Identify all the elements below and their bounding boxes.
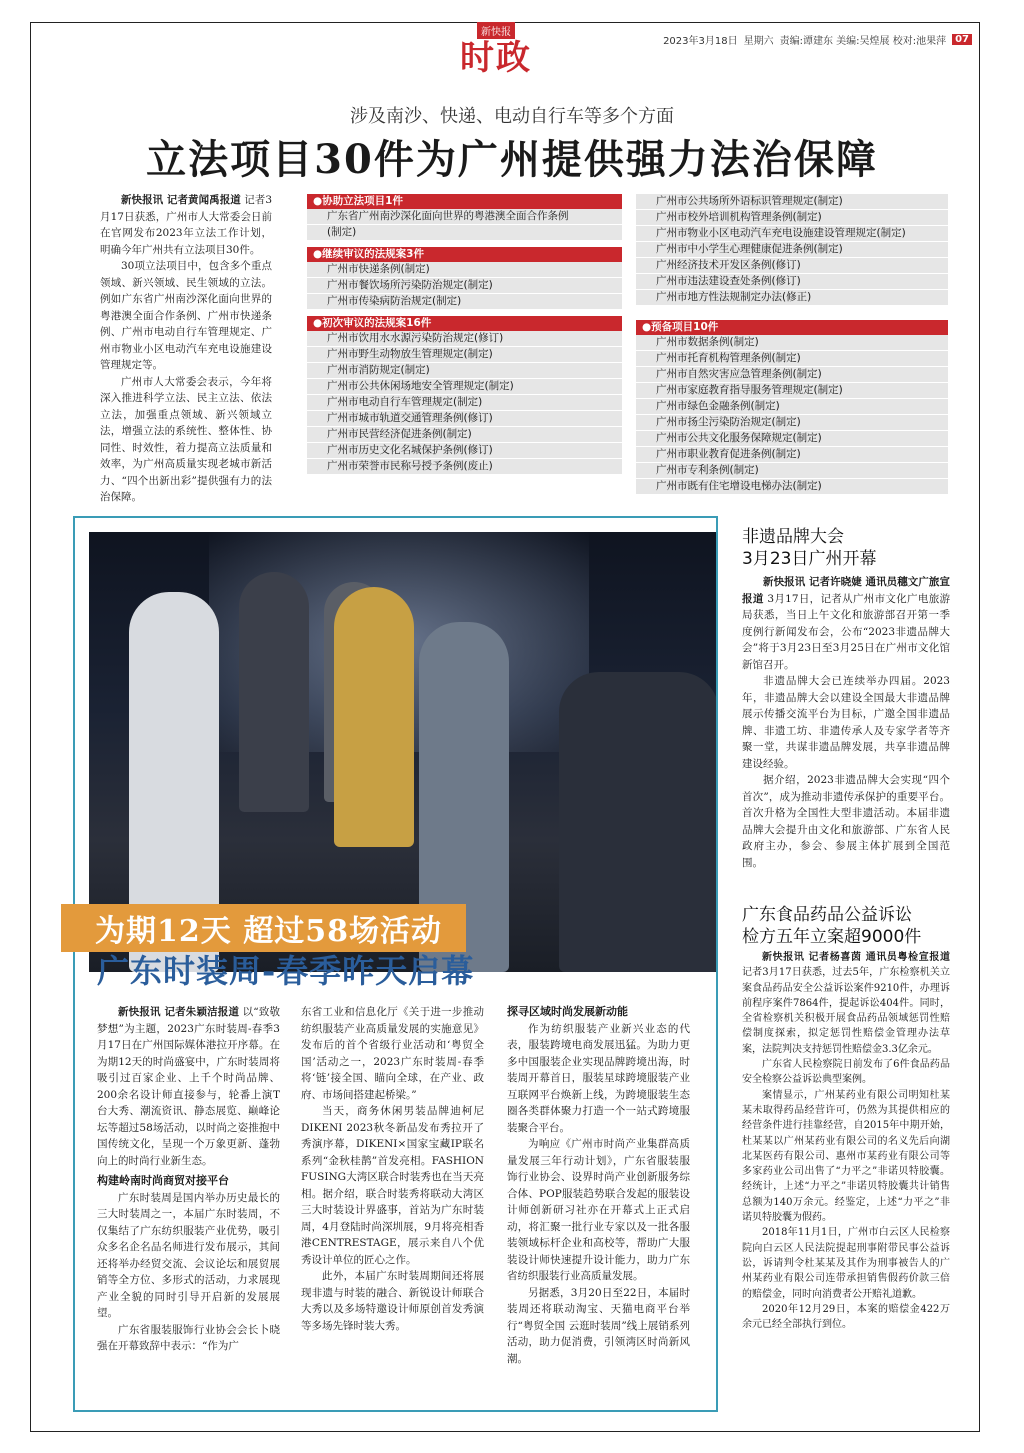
article-byline: 新快报讯 记者黄闻禹报道 <box>121 194 241 206</box>
article-paragraph: 非遗品牌大会已连续举办四届。2023年，非遗品牌大会以建设全国最大非遗品牌展示传播交流平台为目标，广邀全国非遗品牌、非遗工坊、非遗传承人及专家学者等齐聚一堂，共谋非遗品牌发展，共享非遗品牌建设经验。 <box>742 675 950 770</box>
list-item: 广州市野生动物放生管理规定(制定) <box>307 347 622 363</box>
section-subheading: 探寻区域时尚发展新动能 <box>507 1005 628 1018</box>
list-item: 广州市电动自行车管理规定(制定) <box>307 395 622 411</box>
issue-weekday: 星期六 <box>743 36 774 47</box>
title-line: 非遗品牌大会 <box>742 527 844 547</box>
legislation-list-left <box>307 194 622 475</box>
feature-banner: 为期12天 超过58场活动 <box>61 904 466 952</box>
list-category: ●预备项目10件 <box>636 320 948 335</box>
feature-title: 广东时装周-春季昨天启幕 <box>97 952 475 990</box>
list-item: 广州市职业教育促进条例(制定) <box>636 447 948 463</box>
feature-column-3 <box>507 1004 690 1367</box>
list-category: ●继续审议的法规案3件 <box>307 247 622 262</box>
list-category: ●初次审议的法规案16件 <box>307 316 622 331</box>
list-item: 广州市民营经济促进条例(制定) <box>307 427 622 443</box>
side-story-1-title <box>742 526 952 570</box>
section-subheading: 构建岭南时尚商贸对接平台 <box>97 1174 229 1187</box>
list-item: 广州市饮用水水源污染防治规定(修订) <box>307 331 622 347</box>
article-paragraph: 当天，商务休闲男装品牌迪柯尼DIKENI 2023秋冬新品发布秀拉开了秀演序幕，DIKENI×国家宝藏IP联名系列“金秋桂鹊”首发亮相。FASHION FUSING大湾区联合时装秀也在当天亮相。据介绍，联合时装秀将联动大湾区三大时装设计界盛事，首站为广东时装周，4月登陆时尚深圳展，9月将亮相香港CENTRESTAGE，展示来自八个优秀设计单位的匠心之作。 <box>301 1105 484 1266</box>
list-item: 广州市公共文化服务保障规定(制定) <box>636 431 948 447</box>
list-item: 广州市校外培训机构管理条例(制定) <box>636 210 948 226</box>
article-paragraph: 记者3月17日获悉，广州市人大常委会日前在官网发布2023年立法工作计划，明确今年广州共有立法项目30件。 <box>100 194 273 256</box>
article-byline: 新快报讯 记者朱颖洁报道 <box>118 1006 240 1018</box>
article-paragraph: 广东省服装服饰行业协会会长卜晓强在开幕致辞中表示：“作为广 <box>97 1323 280 1352</box>
list-item: 广州市物业小区电动汽车充电设施建设管理规定(制定) <box>636 226 948 242</box>
article-paragraph: 以“致敬梦想”为主题，2023广东时装周-春季3月17日在广州国际媒体港拉开序幕。在为期12天的时尚盛宴中，广东时装周将吸引过百家企业、上千个时尚品牌、200余名设计师直接参与，轮番上演T台大秀、潮流资讯、静态展览、巅峰论坛等超过58场活动，以时尚之姿推抱中国传统文化，呈现一个万象更新、蓬勃向上的时尚行业新生态。 <box>97 1006 281 1167</box>
list-item: 广州市快递条例(制定) <box>307 262 622 278</box>
legislation-list-right <box>636 194 948 495</box>
title-line: 检方五年立案超9000件 <box>742 927 922 947</box>
list-item: 广州市公共场所外语标识管理规定(制定) <box>636 194 948 210</box>
feature-column-2 <box>301 1004 484 1334</box>
list-item: 广州经济技术开发区条例(修订) <box>636 258 948 274</box>
article-paragraph: 作为纺织服装产业新兴业态的代表，服装跨境电商发展迅猛。为助力更多中国服装企业实现品牌跨境出海，时装周开幕首日，服装星球跨境服装产业互联网平台焕新上线，为跨境服装生态圈各类群体聚力打造一个一站式跨境服装聚合平台。 <box>507 1022 690 1134</box>
article-paragraph: 广东省人民检察院日前发布了6件食品药品安全检察公益诉讼典型案例。 <box>742 1059 950 1086</box>
model-figure <box>559 672 716 972</box>
list-item: 广州市公共休闲场地安全管理规定(制定) <box>307 379 622 395</box>
article-paragraph: 广州市人大常委会表示，今年将深入推进科学立法、民主立法、依法立法，加强重点领域、新兴领域立法，增强立法的系统性、整体性、协同性、时效性，着力提高立法质量和效率，为广州高质量实现老城市新活力、“四个出新出彩”提供强有力的法治保障。 <box>100 375 272 503</box>
list-item: 广州市数据条例(制定) <box>636 335 948 351</box>
article-paragraph: 此外，本届广东时装周期间还将展现非遗与时装的融合、新锐设计师联合大秀以及多场特邀设计师原创首发秀演等多场先锋时装大秀。 <box>301 1270 484 1332</box>
fashion-week-feature <box>73 516 718 1412</box>
page-number: 07 <box>952 34 972 45</box>
list-item: 广州市扬尘污染防治规定(制定) <box>636 415 948 431</box>
list-item: 广州市荣誉市民称号授予条例(废止) <box>307 459 622 475</box>
model-figure <box>334 587 414 847</box>
feature-column-1 <box>97 1004 280 1355</box>
list-item: 广州市中小学生心理健康促进条例(制定) <box>636 242 948 258</box>
side-story-1 <box>742 574 950 871</box>
list-item: 广州市违法建设查处条例(修订) <box>636 274 948 290</box>
list-item: 广东省广州南沙深化面向世界的粤港澳全面合作条例 <box>307 209 622 225</box>
article-paragraph: 广东时装周是国内举办历史最长的三大时装周之一，本届广东时装周，不仅集结了广东纺织服装产业优势，吸引众多名企名品名师进行发布展示，其间还将举办经贸交流、会议论坛和展贸展销等全方位、多形式的活动，力求展现产业全貌的同时引导开启新的发展展望。 <box>97 1191 280 1319</box>
list-item: 广州市既有住宅增设电梯办法(制定) <box>636 479 948 495</box>
title-line: 广东食品药品公益诉讼 <box>742 905 912 925</box>
article-paragraph: 据介绍，2023非遗品牌大会实现“四个首次”，成为推动非遗传承保护的重要平台。首次升格为全国性大型非遗活动。本届非遗品牌大会提升由文化和旅游部、广东省人民政府主办，参会、参展主体扩展到全国范围。 <box>742 774 950 869</box>
section-title: 时政 <box>460 38 532 78</box>
article-paragraph: 记者3月17日获悉，过去5年，广东检察机关立案食品药品安全公益诉讼案件9210件，办理诉前程序案件7864件，提起诉讼404件。同时，全省检察机关积极开展食品药品领域惩罚性赔偿制度探索，拟定惩罚性赔偿金管理办法草案，法院判决支持惩罚性赔偿金3.3亿余元。 <box>742 967 950 1055</box>
article-paragraph: 3月17日，记者从广州市文化广电旅游局获悉，当日上午文化和旅游部召开第一季度例行新闻发布会，公布“2023非遗品牌大会”将于3月23日至3月25日在广州市文化馆新馆召开。 <box>742 592 951 671</box>
article-paragraph: 为响应《广州市时尚产业集群高质量发展三年行动计划》，广东省服装服饰行业协会、设界时尚产业创新服务综合体、POP服装趋势联合发起的服装设计师创新研习社亦在开幕式上正式启动，将汇聚一批行业专家以及一批各服装领域标杆企业和高校等，帮助广大服装设计师快速提升设计能力，助力广东省纺织服装行业高质量发展。 <box>507 1138 690 1282</box>
article-paragraph: 案情显示，广州某药业有限公司明知杜某某未取得药品经营许可，仍然为其提供相应的经营条件进行挂靠经营，自2015年中期开始，杜某某以广州某药业有限公司的名义先后向湖北某医药有限公司、惠州市某药业有限公司等多家药业公司出售了“力平之”非诺贝特胶囊。经统计，上述“力平之”非诺贝特胶囊共计销售总额为140万余元。经鉴定，上述“力平之”非诺贝特胶囊为假药。 <box>742 1089 950 1224</box>
article-paragraph: 2020年12月29日，本案的赔偿金422万余元已经全部执行到位。 <box>742 1303 950 1331</box>
editor-credits: 责编:谭建东 美编:吴煌展 校对:池果萍 <box>779 36 947 47</box>
list-item: 广州市历史文化名城保护条例(修订) <box>307 443 622 459</box>
article-paragraph: 30项立法项目中，包含多个重点领域、新兴领域、民生领域的立法。例如广东省广州南沙深化面向世界的粤港澳全面合作条例、广州市快递条例、广州市电动自行车管理规定、广州市物业小区电动汽车充电设施建设管理规定等。 <box>100 260 272 371</box>
list-item: 广州市专利条例(制定) <box>636 463 948 479</box>
issue-date: 2023年3月18日 <box>663 36 738 47</box>
article-byline: 新快报讯 记者许晓婕 通讯员穗文广旅宣报道 <box>742 576 950 605</box>
article-byline: 新快报讯 记者杨喜茵 通讯员粤检宣报道 <box>762 952 950 963</box>
main-headline: 立法项目30件为广州提供强力法治保障 <box>146 136 878 183</box>
list-item: 广州市家庭教育指导服务管理规定(制定) <box>636 383 948 399</box>
article-paragraph: 东省工业和信息化厅《关于进一步推动纺织服装产业高质量发展的实施意见》发布后的首个省级行业活动和‘粤贸全国’活动之一，2023广东时装周-春季将‘链’接全国、瞄向全球，在产业、政府、市场间搭建起桥梁。” <box>301 1006 484 1101</box>
main-subhead: 涉及南沙、快递、电动自行车等多个方面 <box>350 106 674 127</box>
title-line: 3月23日广州开幕 <box>742 549 877 569</box>
article-paragraph: 2018年11月1日，广州市白云区人民检察院向白云区人民法院提起刑事附带民事公益诉讼，诉请判令杜某某及其作为刑事被告人的广州某药业有限公司连带承担销售假药价款三倍的赔偿金，同时向消费者公开赔礼道歉。 <box>742 1227 950 1300</box>
list-item: 广州市餐饮场所污染防治规定(制定) <box>307 278 622 294</box>
list-item: 广州市自然灾害应急管理条例(制定) <box>636 367 948 383</box>
section-masthead <box>460 20 532 77</box>
list-category: ●协助立法项目1件 <box>307 194 622 209</box>
paper-tag: 新快报 <box>477 22 515 39</box>
model-figure <box>239 572 309 812</box>
side-story-2 <box>742 950 950 1332</box>
main-article <box>100 192 272 506</box>
list-item: 广州市地方性法规制定办法(修正) <box>636 290 948 306</box>
article-paragraph: 另据悉，3月20日至22日，本届时装周还将联动淘宝、天猫电商平台举行“粤贸全国 云逛时装周”线上展销系列活动，助力促消费，引领湾区时尚新风潮。 <box>507 1286 690 1365</box>
list-item: 广州市城市轨道交通管理条例(修订) <box>307 411 622 427</box>
side-story-2-title <box>742 904 952 948</box>
list-item: 广州市托育机构管理条例(制定) <box>636 351 948 367</box>
page-header-info <box>663 32 972 47</box>
list-item: 广州市消防规定(制定) <box>307 363 622 379</box>
list-item: (制定) <box>307 225 622 241</box>
list-item: 广州市传染病防治规定(制定) <box>307 294 622 310</box>
list-item: 广州市绿色金融条例(制定) <box>636 399 948 415</box>
